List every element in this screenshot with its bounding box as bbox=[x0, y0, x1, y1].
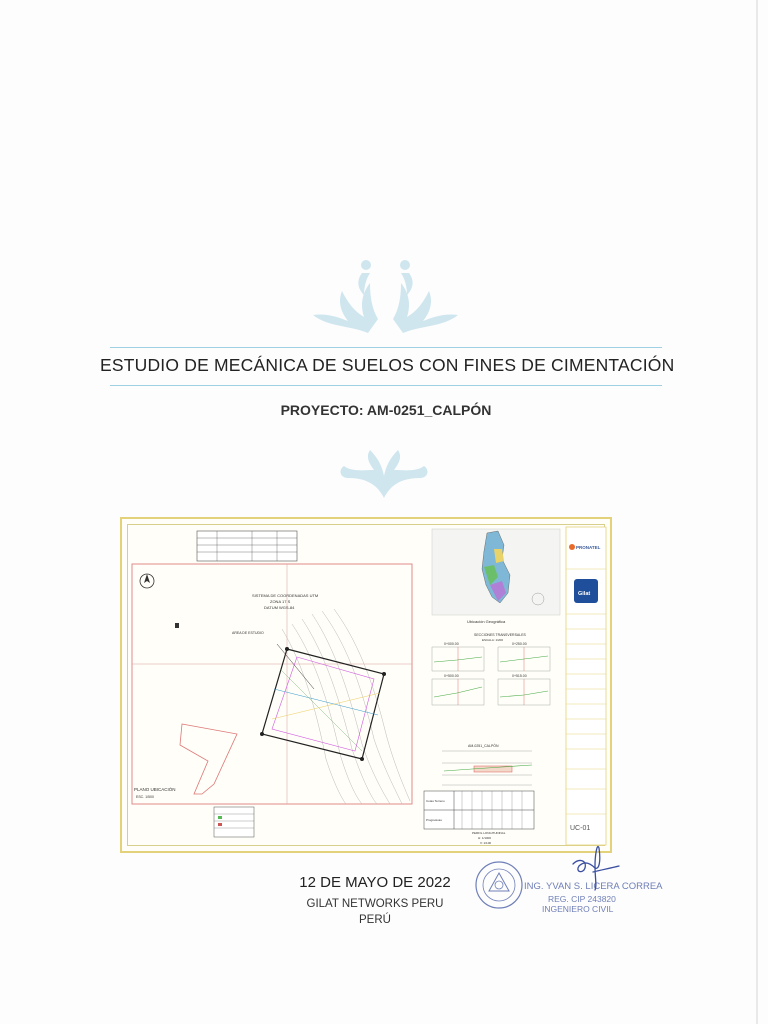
location-plan-label: PLANO UBICACIÓN bbox=[134, 787, 176, 792]
floral-ornament-middle-icon bbox=[338, 448, 430, 500]
professional-seal-icon bbox=[474, 860, 524, 910]
location-plan-scale: ESC. 1/500 bbox=[136, 795, 154, 799]
client-logo-text: PRONATEL bbox=[576, 545, 601, 550]
profile-scale-h: H: 1/1000 bbox=[478, 836, 492, 840]
cota-terreno-label: Cotas Terreno bbox=[426, 799, 445, 803]
coord-system-text: SISTEMA DE COORDENADAS UTM bbox=[252, 593, 319, 598]
floral-ornament-top-icon bbox=[308, 255, 463, 335]
svg-text:AREA DE ESTUDIO: AREA DE ESTUDIO bbox=[232, 631, 264, 635]
page-edge-shadow bbox=[756, 0, 758, 1024]
stamp-registration: REG. CIP 243820 bbox=[548, 894, 616, 904]
stamp-role: INGENIERO CIVIL bbox=[542, 904, 614, 914]
section-label-1: 0+000.00 bbox=[444, 642, 459, 646]
sheet-code: UC-01 bbox=[570, 825, 591, 832]
document-title: ESTUDIO DE MECÁNICA DE SUELOS CON FINES DE CIMENTACIÓN bbox=[100, 355, 675, 375]
profile-title: AM-0251_CALPÓN bbox=[468, 744, 499, 748]
document-date: 12 DE MAYO DE 2022 bbox=[299, 874, 451, 891]
engineering-plan-image bbox=[120, 517, 612, 853]
sections-scale: ESCALA: 1/200 bbox=[482, 638, 504, 642]
project-name: PROYECTO: AM-0251_CALPÓN bbox=[280, 402, 492, 418]
company-name: GILAT NETWORKS PERU bbox=[306, 898, 444, 910]
progresivas-label: Progresivas bbox=[426, 818, 442, 822]
plan-drawing bbox=[122, 519, 610, 851]
zone-text: ZONA 17 S bbox=[270, 599, 291, 604]
sections-title: SECCIONES TRANSVERSALES bbox=[474, 633, 526, 637]
country-name: PERÚ bbox=[359, 914, 391, 926]
section-label-4: 0+515.00 bbox=[512, 674, 527, 678]
stamp-name: ING. YVAN S. LICERA CORREA bbox=[524, 881, 663, 892]
profile-scale-v: V: 1/100 bbox=[480, 841, 492, 845]
top-divider bbox=[110, 347, 662, 348]
company-logo-text: Gilat bbox=[578, 591, 591, 597]
handwritten-signature bbox=[565, 842, 625, 892]
section-label-3: 0+500.00 bbox=[444, 674, 459, 678]
datum-text: DATUM WGS-84 bbox=[264, 605, 295, 610]
profile-label: PERFIL LONGITUDINAL bbox=[472, 831, 506, 835]
title-divider bbox=[110, 385, 662, 386]
geo-location-label: Ubicación Geográfica bbox=[467, 619, 506, 624]
section-label-2: 0+250.00 bbox=[512, 642, 527, 646]
